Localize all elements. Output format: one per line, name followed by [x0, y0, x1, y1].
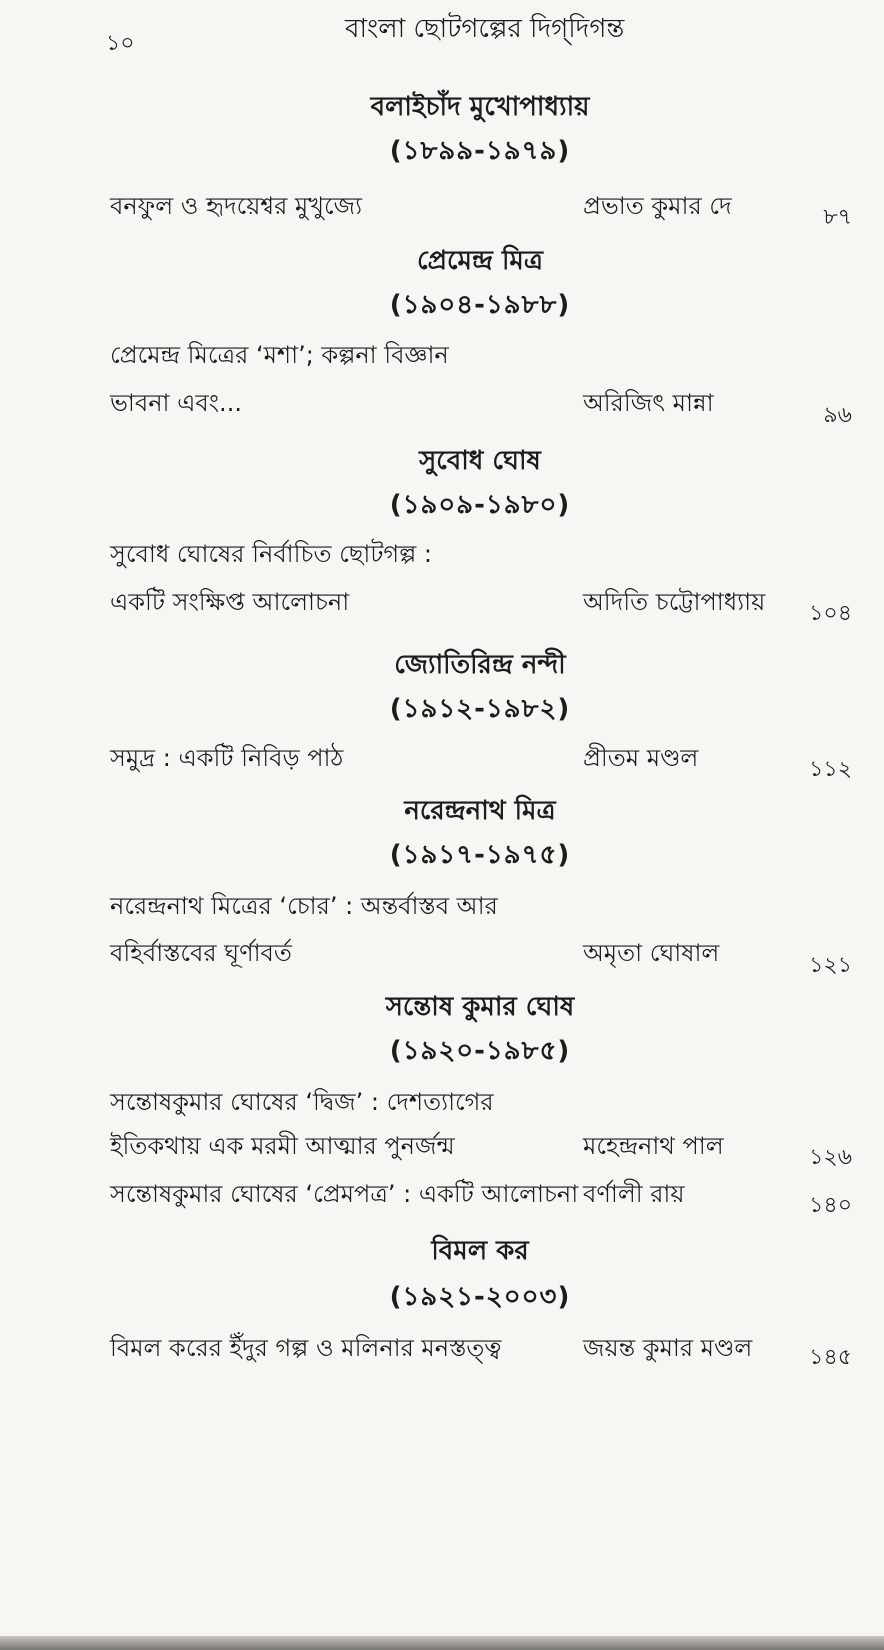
entry-page-number: ১২১	[809, 953, 852, 978]
entry-author: অরিজিৎ মান্না	[583, 389, 714, 417]
entry-page-number: ৮৭	[823, 205, 852, 230]
entry-title-line: বহির্বাস্তবের ঘূর্ণাবর্ত	[110, 939, 292, 967]
entry-title-line: নরেন্দ্রনাথ মিত্রের ‘চোর’ : অন্তর্বাস্তব আর	[110, 892, 498, 920]
entry-title-line: ভাবনা এবং...	[110, 389, 242, 417]
entry-title-line: একটি সংক্ষিপ্ত আলোচনা	[110, 588, 350, 616]
section-author-years: (১৯২১-২০০৩)	[389, 1282, 571, 1312]
entry-page-number: ১১২	[809, 757, 852, 782]
section-author-years: (১৯১২-১৯৮২)	[389, 694, 571, 724]
section-author-years: (১৮৯৯-১৯৭৯)	[389, 136, 571, 166]
entry-author: প্রীতম মণ্ডল	[583, 744, 699, 772]
section-author-name: সুবোধ ঘোষ	[419, 446, 541, 476]
section-author-years: (১৯০৯-১৯৮০)	[389, 490, 571, 520]
entry-page-number: ১২৬	[809, 1145, 852, 1170]
entry-title-line: সন্তোষকুমার ঘোষের ‘প্রেমপত্র’ : একটি আলোচনা	[110, 1180, 579, 1208]
page-number: ১০	[106, 31, 135, 56]
section-author-name: জ্যোতিরিন্দ্র নন্দী	[394, 650, 566, 680]
entry-page-number: ৯৬	[823, 403, 852, 428]
entry-title-line: বিমল করের ইঁদুর গল্প ও মলিনার মনস্তত্ত্ব	[110, 1334, 502, 1362]
entry-page-number: ১৪০	[809, 1193, 852, 1218]
entry-title-line: প্রেমেন্দ্র মিত্রের ‘মশা’; কল্পনা বিজ্ঞান	[110, 341, 449, 369]
section-author-name: সন্তোষ কুমার ঘোষ	[385, 992, 575, 1022]
entry-author: অদিতি চট্টোপাধ্যায়	[583, 588, 766, 616]
section-author-name: প্রেমেন্দ্র মিত্র	[417, 246, 543, 276]
entry-title-line: সুবোধ ঘোষের নির্বাচিত ছোটগল্প :	[110, 540, 432, 568]
entry-author: বর্ণালী রায়	[583, 1180, 685, 1208]
entry-title-line: সমুদ্র : একটি নিবিড় পাঠ	[110, 744, 344, 772]
section-author-name: বিমল কর	[431, 1236, 529, 1266]
page-edge-shadow	[0, 1636, 884, 1650]
section-author-name: বলাইচাঁদ মুখোপাধ্যায়	[370, 92, 590, 122]
entry-page-number: ১৪৫	[809, 1345, 852, 1370]
section-author-years: (১৯১৭-১৯৭৫)	[389, 840, 571, 870]
running-header-title: বাংলা ছোটগল্পের দিগ্‌দিগন্ত	[345, 14, 625, 44]
entry-author: প্রভাত কুমার দে	[583, 192, 732, 220]
entry-author: অমৃতা ঘোষাল	[583, 939, 720, 967]
section-author-name: নরেন্দ্রনাথ মিত্র	[404, 796, 556, 826]
entry-title-line: বনফুল ও হৃদয়েশ্বর মুখুজ্যে	[110, 192, 363, 220]
entry-author: জয়ন্ত কুমার মণ্ডল	[583, 1334, 753, 1362]
entry-author: মহেন্দ্রনাথ পাল	[583, 1132, 724, 1160]
entry-page-number: ১০৪	[809, 601, 852, 626]
section-author-years: (১৯২০-১৯৮৫)	[389, 1036, 571, 1066]
section-author-years: (১৯০৪-১৯৮৮)	[389, 290, 571, 320]
entry-title-line: সন্তোষকুমার ঘোষের ‘দ্বিজ’ : দেশত্যাগের	[110, 1088, 494, 1116]
entry-title-line: ইতিকথায় এক মরমী আত্মার পুনর্জন্ম	[110, 1132, 455, 1160]
